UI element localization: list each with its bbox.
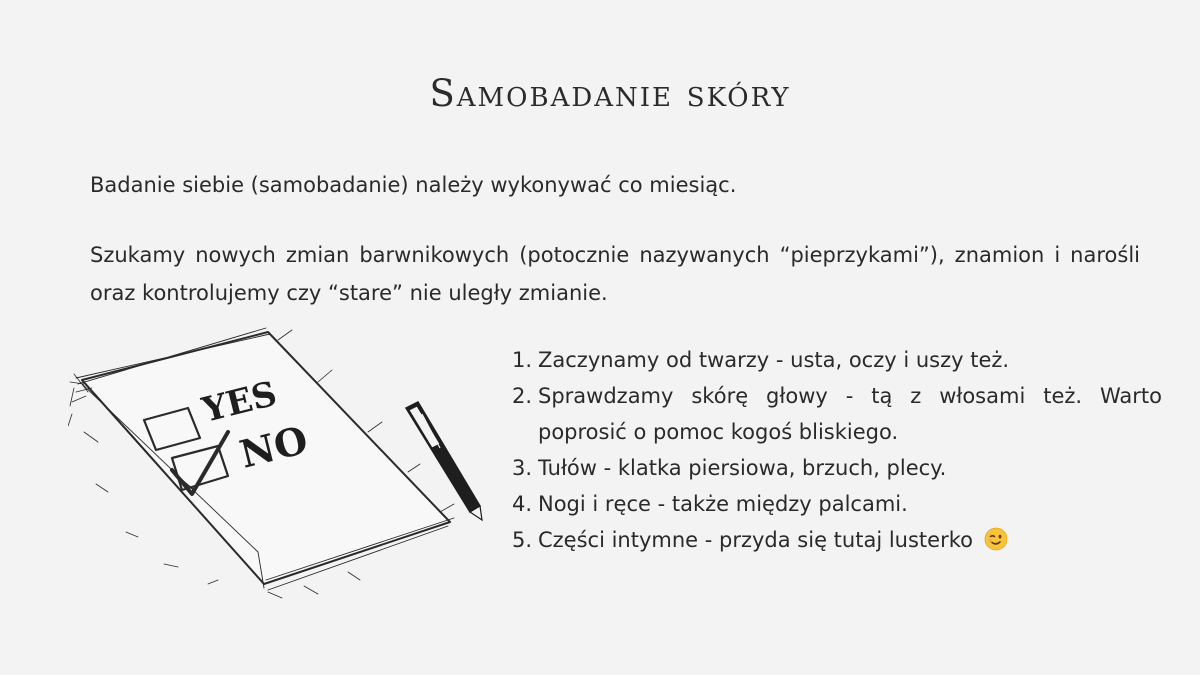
list-item: [512, 486, 1162, 522]
description-text: Szukamy nowych zmian barwnikowych (potocznie nazywanych “pieprzykami”), znamion i narośli oraz kontrolujemy czy “stare” nie uległy zmianie.: [90, 243, 1140, 305]
step-text: Sprawdzamy skórę głowy - tą z włosami też. Warto poprosić o pomoc kogoś bliskiego.: [538, 384, 1162, 444]
steps-list: [512, 342, 1162, 558]
checklist-paper-pen-icon: [68, 322, 488, 602]
step-text: Tułów - klatka piersiowa, brzuch, plecy.: [538, 456, 947, 480]
intro-text: Badanie siebie (samobadanie) należy wykonywać co miesiąc.: [90, 173, 737, 197]
list-item: [512, 522, 1162, 558]
step-number: 1.: [512, 348, 533, 372]
list-item: [512, 450, 1162, 486]
no-label: NO: [235, 416, 313, 477]
winking-face-icon: [984, 527, 1008, 551]
slide-title: Samobadanie skóry: [429, 72, 791, 115]
step-text: Części intymne - przyda się tutaj lusterko: [538, 528, 973, 552]
yes-label: YES: [198, 373, 281, 431]
step-number: 4.: [512, 492, 533, 516]
step-number: 3.: [512, 456, 533, 480]
list-item: [512, 378, 1162, 450]
step-number: 2.: [512, 384, 533, 408]
step-text: Zaczynamy od twarzy - usta, oczy i uszy też.: [538, 348, 1010, 372]
step-number: 5.: [512, 528, 533, 552]
step-text: Nogi i ręce - także między palcami.: [538, 492, 908, 516]
step-text-wrapper: [538, 522, 1162, 558]
list-item: [512, 342, 1162, 378]
